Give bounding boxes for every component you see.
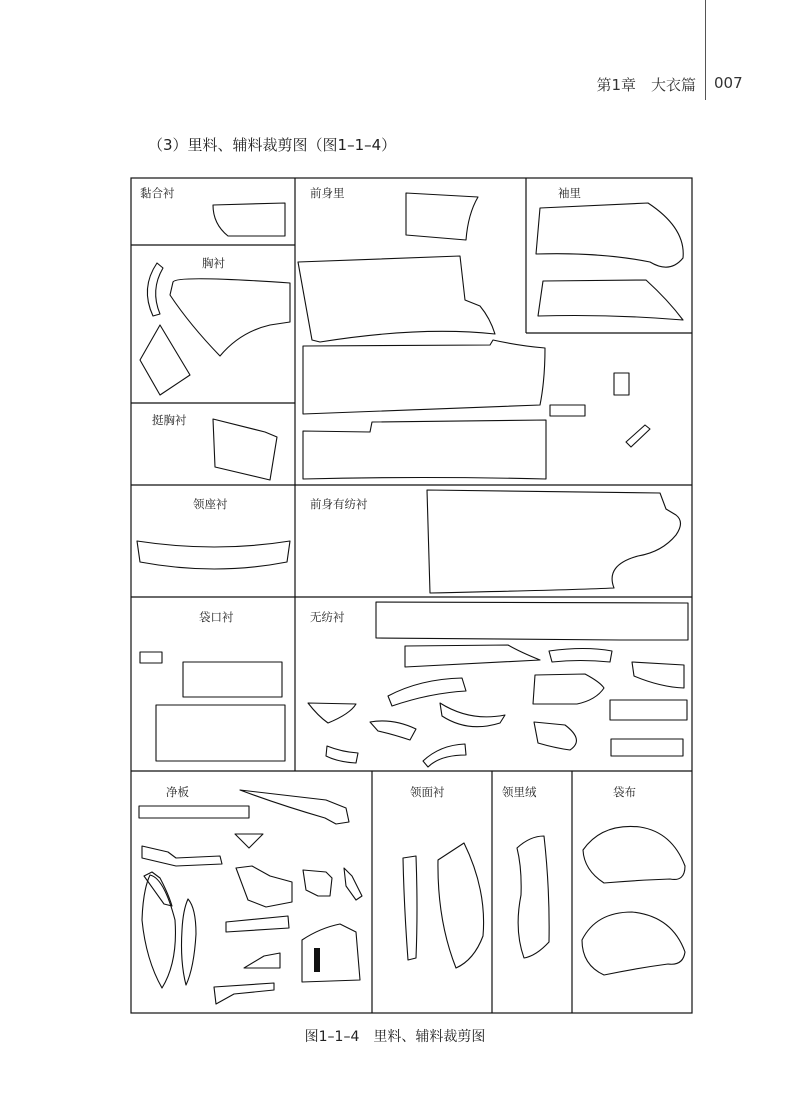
piece-jingban-pocket — [302, 924, 360, 982]
label-xiuli: 袖里 — [558, 186, 581, 200]
piece-wufang-curve6 — [326, 746, 358, 763]
piece-jingban-piece1 — [236, 866, 292, 907]
piece-wufang-curve4 — [370, 721, 416, 740]
label-jingban: 净板 — [166, 785, 189, 799]
label-daikou: 袋口衬 — [199, 610, 234, 624]
piece-jingban-arc1 — [142, 875, 175, 988]
piece-wufang-long — [376, 602, 688, 640]
piece-jingban-blade — [240, 790, 349, 824]
label-qianshen-youfang: 前身有纺衬 — [310, 497, 368, 511]
label-lingzuo: 领座衬 — [193, 497, 228, 511]
piece-wufang-mid — [533, 674, 604, 704]
piece-wufang-curve3 — [440, 703, 505, 727]
label-qianshenli: 前身里 — [310, 186, 345, 200]
piece-daikou-small — [140, 652, 162, 663]
piece-qianshen-youfang — [427, 490, 681, 593]
piece-daibu-upper — [583, 826, 685, 883]
piece-jingban-tri3 — [244, 953, 280, 968]
figure-caption: 图1–1–4 里料、辅料裁剪图 — [304, 1029, 486, 1045]
piece-lingzuo — [137, 541, 290, 569]
piece-wufang-curve7 — [423, 744, 466, 767]
piece-lingmian-left — [403, 856, 417, 960]
label-tingxiong: 挺胸衬 — [152, 413, 187, 427]
piece-jingban-long — [142, 846, 222, 866]
piece-qianshenli-rect2 — [550, 405, 585, 416]
piece-daikou-large — [156, 705, 285, 761]
piece-wufang-curve5 — [534, 722, 576, 750]
piece-qianshenli-big — [298, 256, 495, 342]
page-number: 007 — [714, 74, 743, 92]
piece-wufang-rect1 — [610, 700, 687, 720]
piece-xiongchen-small — [140, 325, 190, 395]
chapter-title: 第1章 大衣篇 — [596, 76, 696, 94]
piece-lingli — [517, 836, 549, 958]
label-daibu: 袋布 — [613, 785, 636, 799]
piece-jingban-piece3 — [344, 868, 362, 900]
piece-jingban-tri2 — [144, 872, 172, 906]
piece-wufang-curve2 — [308, 703, 356, 723]
piece-jingban-strip — [139, 806, 249, 818]
piece-qianshenli-strip — [626, 425, 650, 447]
label-nianhe: 黏合衬 — [140, 186, 175, 200]
label-xiongchen: 胸衬 — [202, 256, 225, 270]
label-lingli: 领里绒 — [502, 785, 537, 799]
piece-daikou-mid — [183, 662, 282, 697]
piece-wufang-strip — [405, 645, 540, 667]
piece-jingban-arc2 — [182, 899, 197, 985]
piece-daibu-lower — [582, 912, 685, 975]
piece-xiongchen-main — [170, 279, 290, 356]
section-title: （3）里料、辅料裁剪图（图1–1–4） — [148, 136, 397, 154]
pocket-slit-mark — [314, 948, 320, 972]
piece-qianshenli-rect1 — [614, 373, 629, 395]
label-lingmian: 领面衬 — [410, 785, 445, 799]
piece-qianshenli-long1 — [303, 340, 545, 414]
piece-jingban-triangle — [235, 834, 263, 848]
piece-nianhe — [213, 203, 285, 236]
piece-wufang-curve1 — [388, 678, 466, 706]
piece-wufang-small2 — [632, 662, 684, 688]
piece-xiuli-lower — [538, 280, 683, 320]
piece-jingban-piece4 — [226, 916, 289, 932]
piece-jingban-tri4 — [214, 983, 274, 1004]
figure-frame — [131, 178, 692, 1013]
piece-qianshenli-long2 — [303, 420, 546, 479]
piece-qianshenli-small — [406, 193, 478, 240]
piece-wufang-small1 — [549, 649, 612, 663]
piece-tingxiong — [213, 419, 277, 480]
label-wufang: 无纺衬 — [310, 610, 345, 624]
piece-xiongchen-arc — [147, 263, 163, 316]
piece-xiuli-upper — [536, 203, 683, 267]
piece-jingban-piece2 — [303, 870, 332, 896]
piece-wufang-rect2 — [611, 739, 683, 756]
piece-lingmian-right — [438, 843, 484, 968]
